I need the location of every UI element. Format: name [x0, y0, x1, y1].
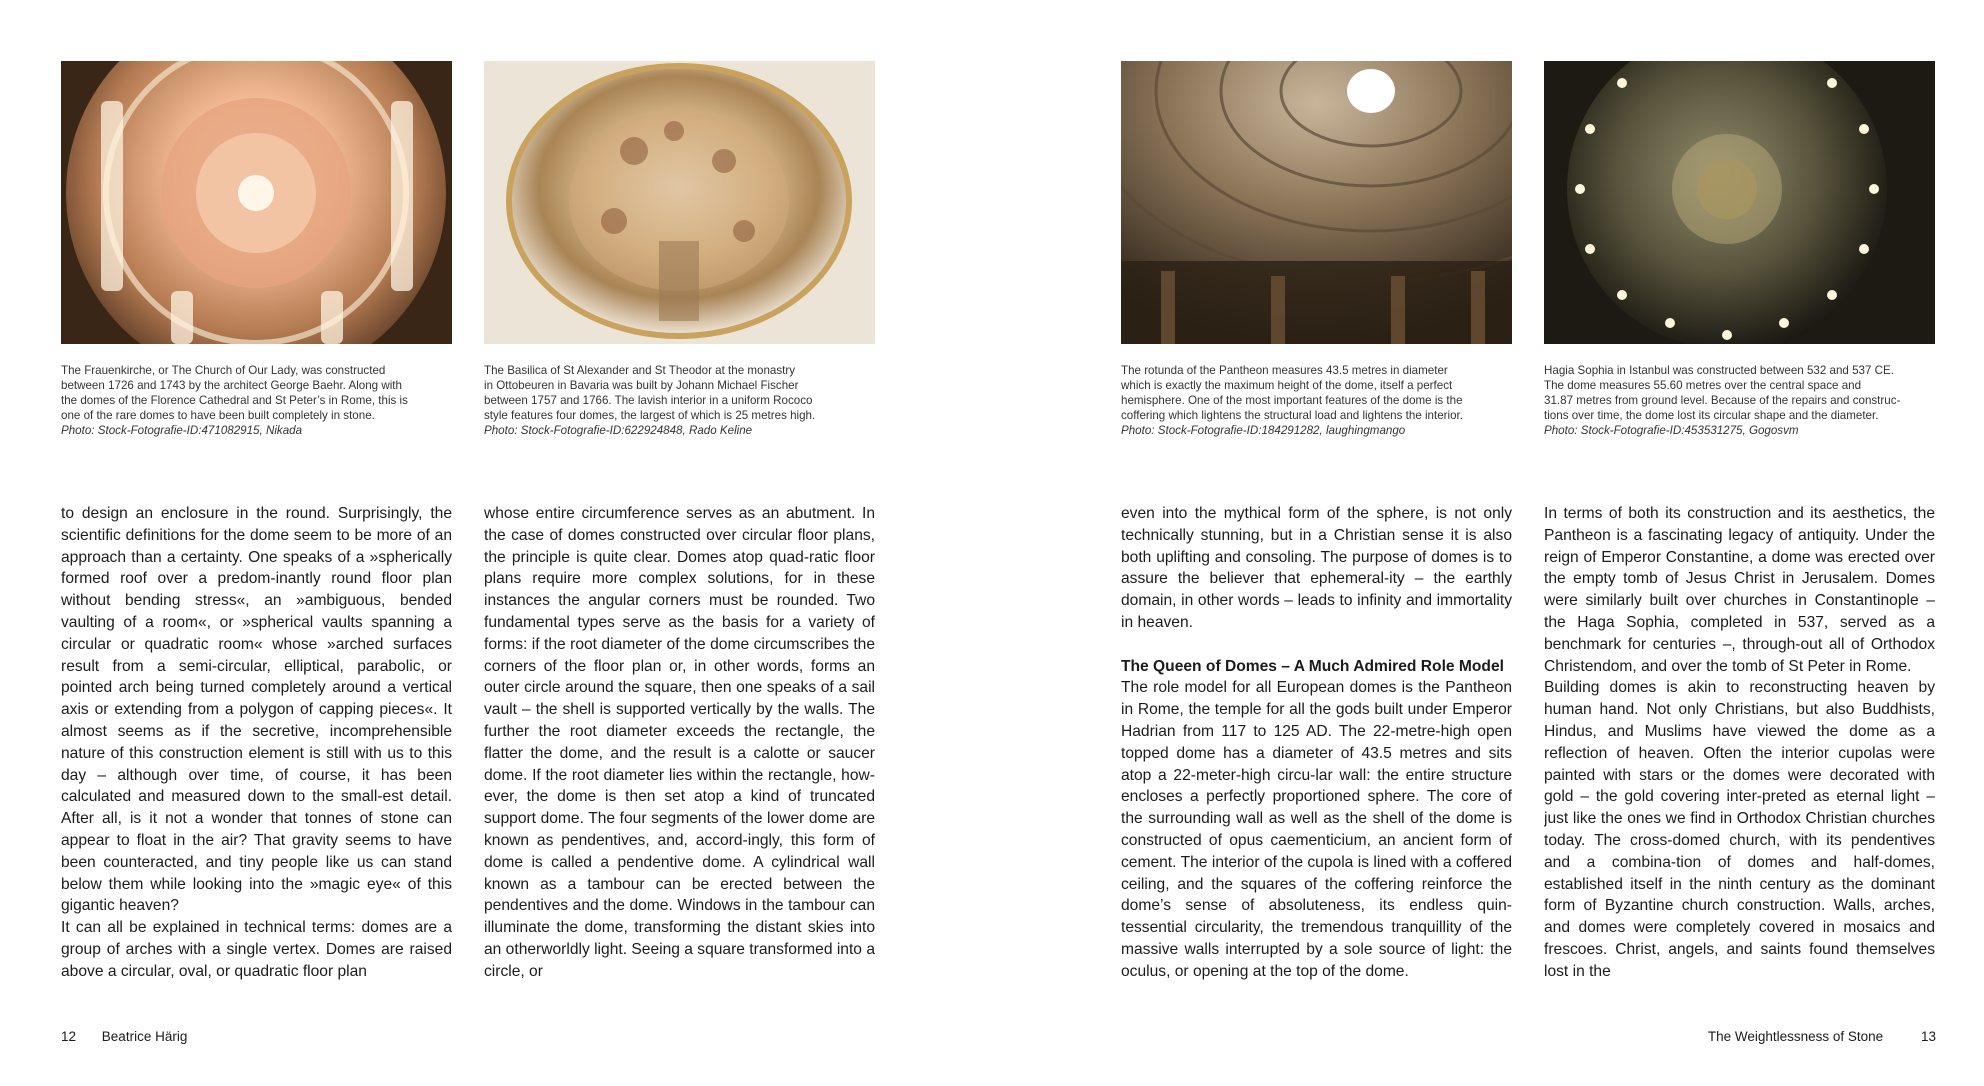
photo-ottobeuren-basilica-ceiling [484, 61, 875, 344]
photo-pantheon-dome [1121, 61, 1512, 344]
body-column-1 [61, 503, 452, 1003]
photo-frauenkirche-dome [61, 61, 452, 344]
photo-credit: Photo: Stock-Fotografie-ID:184291282, laughingmango [1121, 424, 1406, 437]
running-title: The Weightlessness of Stone [1707, 1029, 1884, 1044]
body-paragraph: to design an enclosure in the round. Surprisingly, the scientific definitions for the dome seem to be more of an approach than a certainty. One speaks of a »spherically formed roof over a predom-inantly round floor plan without bending stress«, an »ambiguous, bended vaulting of a room«, or »spherical vaults spanning a circular or quadratic room« whose »arched surfaces result from a semi-circular, elliptical, parabolic, or pointed arch being turned completely around a vertical axis or extending from a polygon of capping pieces«. It almost seems as if the secretive, incomprehensible nature of this construction element is still with us to this day – although over time, of course, it has been calculated and measured down to the small-est detail. After all, is it not a wonder that tonnes of stone can appear to float in the air? That gravity seems to have been counteracted, and tiny people like us can stand below them while looking into the »magic eye« of this gigantic heaven? [61, 505, 452, 915]
photo-caption: The Frauenkirche, or The Church of Our Lady, was constructed between 1726 and 1743 by the architect George Baehr. Along with the domes of the Florence Cathedral and St Peter’s in Rome, this is one of the rare domes to have been built completely in stone. Photo: Stock-Fotografie-ID:471082915, Nikada [61, 363, 456, 438]
photo-caption: The Basilica of St Alexander and St Theodor at the monastry in Ottobeuren in Bavaria was built by Johann Michael Fischer between 1757 and 1766. The lavish interior in a uniform Rococo style features four domes, the largest of which is 25 metres high. Photo: Stock-Fotografie-ID:622924848, Rado Keline [484, 363, 879, 438]
body-column-3 [1121, 503, 1512, 1003]
page-number: 12 [61, 1029, 77, 1044]
photo-caption: The rotunda of the Pantheon measures 43.5 metres in diameter which is exactly the maximum height of the dome, itself a perfect hemisphere. One of the most important features of the dome is the coffering which lightens the structural load and lightens the interior. Photo: Stock-Fotografie-ID:184291282, laughingmango [1121, 363, 1516, 438]
photo-caption: Hagia Sophia in Istanbul was constructed between 532 and 537 CE. The dome measures 55.60 metres over the central space and 31.87 metres from ground level. Because of the repairs and construc- tions over time, the dome lost its circular shape and the diameter. Photo: Stock-Fotografie-ID:453531275, Gogosvm [1544, 363, 1939, 438]
footer-left [61, 1028, 187, 1046]
footer-right [1708, 1028, 1936, 1046]
body-paragraph: In terms of both its construction and its aesthetics, the Pantheon is a fascinating legacy of antiquity. Under the reign of Emperor Constantine, a dome was erected over the empty tomb of Jesus Christ in Jerusalem. Domes were similarly built over churches in Constantinople – the Haga Sophia, completed in 537, served as a benchmark for centuries –, through-out all of Orthodox Christendom, and over the tomb of St Peter in Rome. [1544, 505, 1935, 675]
body-column-4 [1544, 503, 1935, 1003]
body-paragraph: The role model for all European domes is the Pantheon in Rome, the temple for all the gods built under Emperor Hadrian from 117 to 125 AD. The 22-metre-high open topped dome has a diameter of 43.5 metres and sits atop a 22-meter-high circu-lar wall: the entire structure encloses a perfectly proportioned sphere. The core of the surrounding wall as well as the shell of the dome is constructed of opus caementicium, an ancient form of cement. The interior of the cupola is lined with a coffered ceiling, and the squares of the coffering reinforce the dome’s sense of absoluteness, its endless quin-tessential circularity, the tremendous tranquillity of the massive walls interrupted by a sole source of light: the oculus, or opening at the top of the dome. [1121, 679, 1512, 980]
page-number: 13 [1920, 1029, 1936, 1044]
body-paragraph: It can all be explained in technical terms: domes are a group of arches with a single vertex. Domes are raised above a circular, oval, or quadratic floor plan [61, 919, 452, 980]
section-heading: The Queen of Domes – A Much Admired Role Model [1121, 657, 1504, 675]
photo-credit: Photo: Stock-Fotografie-ID:453531275, Gogosvm [1544, 424, 1799, 437]
body-column-2 [484, 503, 875, 1003]
photo-hagia-sophia-dome [1544, 61, 1935, 344]
author-name: Beatrice Härig [101, 1029, 188, 1044]
body-paragraph: whose entire circumference serves as an abutment. In the case of domes constructed over circular floor plans, the principle is quite clear. Domes atop quad-ratic floor plans require more complex solutions, for in these instances the angular corners must be rounded. Two fundamental types serve as the basis for a variety of forms: if the root diameter of the dome circumscribes the corners of the floor plan or, in other words, forms an outer circle around the square, then one speaks of a sail vault – the shell is supported vertically by the walls. The further the root diameter exceeds the rectangle, the flatter the dome, and the result is a calotte or saucer dome. If the root diameter lies within the rectangle, how-ever, the dome is then set atop a kind of truncated support dome. The four segments of the lower dome are known as pendentives, and, accord-ingly, this form of dome is called a pendentive dome. A cylindrical wall known as a tambour can be erected between the pendentives and the dome. Windows in the tambour can illuminate the dome, transforming the distant skies into an otherworldly light. Seeing a square transformed into a circle, or [484, 505, 875, 980]
body-paragraph: Building domes is akin to reconstructing heaven by human hand. Not only Christians, but also Buddhists, Hindus, and Muslims have viewed the dome as a reflection of heaven. Often the interior cupolas were painted with stars or the domes were decorated with gold – the gold covering inter-preted as eternal light – just like the ones we find in Orthodox Christian churches today. The cross-domed church, with its pendentives and a combina-tion of domes and half-domes, established itself in the ninth century as the dominant form of Byzantine church construction. Walls, arches, and domes were completely covered in mosaics and frescoes. Christ, angels, and saints found themselves lost in the [1544, 679, 1935, 980]
photo-credit: Photo: Stock-Fotografie-ID:471082915, Nikada [61, 424, 303, 437]
body-paragraph: even into the mythical form of the sphere, is not only technically stunning, but in a Christian sense it is also both uplifting and consoling. The purpose of domes is to assure the believer that ephemeral-ity – the earthly domain, in other words – leads to infinity and immortality in heaven. [1121, 505, 1512, 631]
photo-credit: Photo: Stock-Fotografie-ID:622924848, Rado Keline [484, 424, 753, 437]
